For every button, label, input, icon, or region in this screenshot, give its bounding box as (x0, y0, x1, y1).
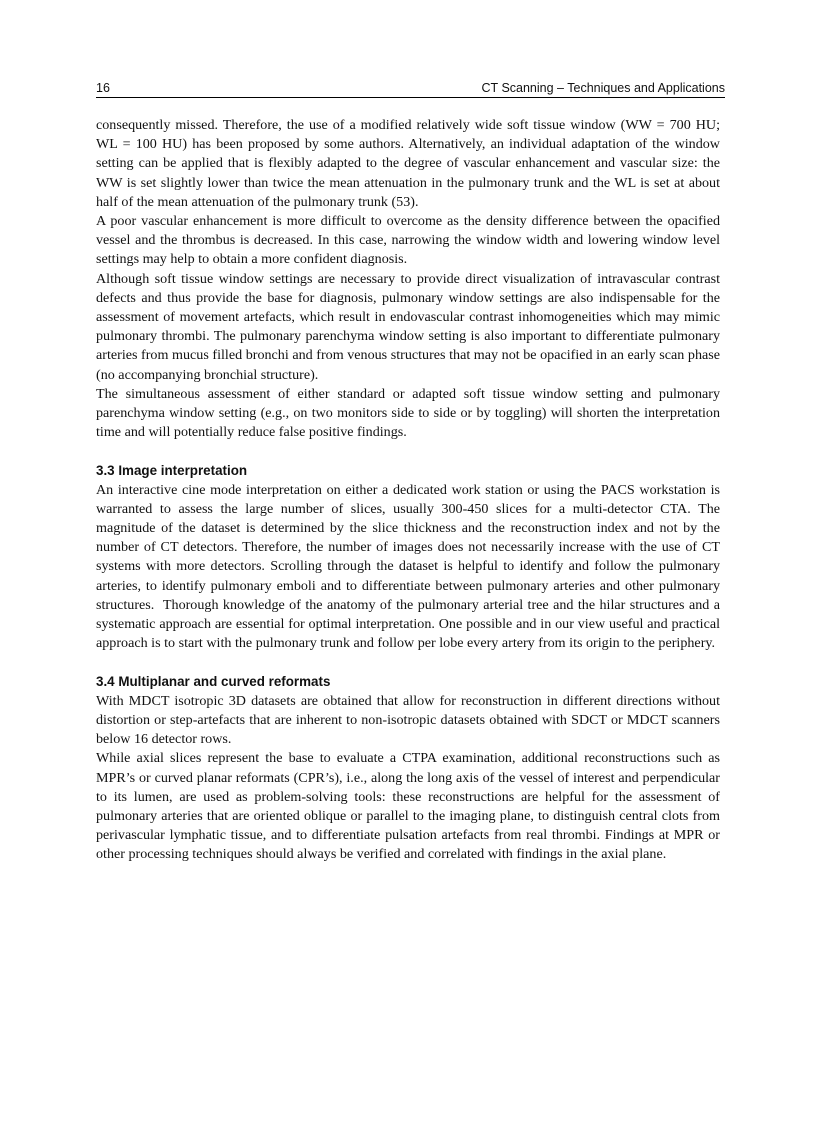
running-title: CT Scanning – Techniques and Applications (481, 81, 725, 95)
section-spacer (96, 442, 720, 461)
section-heading-multiplanar-reformats: 3.4 Multiplanar and curved reformats (96, 674, 331, 690)
page-header (96, 80, 725, 98)
page-body (96, 116, 720, 865)
body-paragraph: The simultaneous assessment of either standard or adapted soft tissue window setting and pulmonary parenchyma window setting (e.g., on two monitors side to side or by toggling) will shorten the interpretation time and will potentially reduce false positive findings. (96, 385, 720, 441)
section-heading-image-interpretation: 3.3 Image interpretation (96, 463, 248, 479)
body-paragraph: A poor vascular enhancement is more difficult to overcome as the density difference between the opacified vessel and the thrombus is decreased. In this case, narrowing the window width and lowering window level settings may help to obtain a more confident diagnosis. (96, 213, 720, 268)
body-paragraph: consequently missed. Therefore, the use of a modified relatively wide soft tissue window (WW = 700 HU; WL = 100 HU) has been proposed by some authors. Alternatively, an individual adaptation of the window setting can be applied that is flexibly adapted to the degree of vascular enhancement and vascular size: the WW is set slightly lower than twice the mean attenuation in the pulmonary trunk and the WL is set at about half of the mean attenuation of the pulmonary trunk (53). (96, 117, 720, 210)
page-number: 16 (96, 81, 110, 95)
section-spacer (96, 653, 720, 672)
body-paragraph: With MDCT isotropic 3D datasets are obtained that allow for reconstruction in different directions without distortion or step-artefacts that are inherent to non-isotropic datasets obtained with SDCT or MDCT scanners below 16 detector rows. (96, 692, 720, 748)
body-paragraph: An interactive cine mode interpretation on either a dedicated work station or using the PACS workstation is warranted to assess the large number of slices, usually 300-450 slices for a multi-detector CTA. The magnitude of the dataset is determined by the slice thickness and the reconstruction index and not by the number of CT detectors. Therefore, the number of images does not necessarily increase with the use of CT systems with more detectors. Scrolling through the dataset is helpful to identify and follow the pulmonary arteries, to identify pulmonary emboli and to differentiate between pulmonary arteries and other pulmonary structures. Thorough knowledge of the anatomy of the pulmonary arterial tree and the hilar structures and a systematic approach are essential for optimal interpretation. One possible and in our view useful and practical approach is to start with the pulmonary trunk and follow per lobe every artery from its origin to the periphery. (96, 481, 720, 652)
body-paragraph: Although soft tissue window settings are necessary to provide direct visualization of intravascular contrast defects and thus provide the base for diagnosis, pulmonary window settings are also indispensable for the assessment of movement artefacts, which result in endovascular contrast inhomogeneities which may mimic pulmonary thrombi. The pulmonary parenchyma window setting is also important to differentiate pulmonary arteries from mucus filled bronchi and from venous structures that may not be opacified in an early scan phase (no accompanying bronchial structure). (96, 270, 720, 383)
body-paragraph: While axial slices represent the base to evaluate a CTPA examination, additional reconstructions such as MPR’s or curved planar reformats (CPR’s), i.e., along the long axis of the vessel of interest and perpendicular to its lumen, are used as problem-solving tools: these reconstructions are helpful for the assessment of pulmonary arteries that are oriented oblique or parallel to the imaging plane, to distinguish central clots from perivascular lymphatic tissue, and to differentiate pulsation artefacts from real thrombi. Findings at MPR or other processing techniques should always be verified and correlated with findings in the axial plane. (96, 750, 720, 863)
